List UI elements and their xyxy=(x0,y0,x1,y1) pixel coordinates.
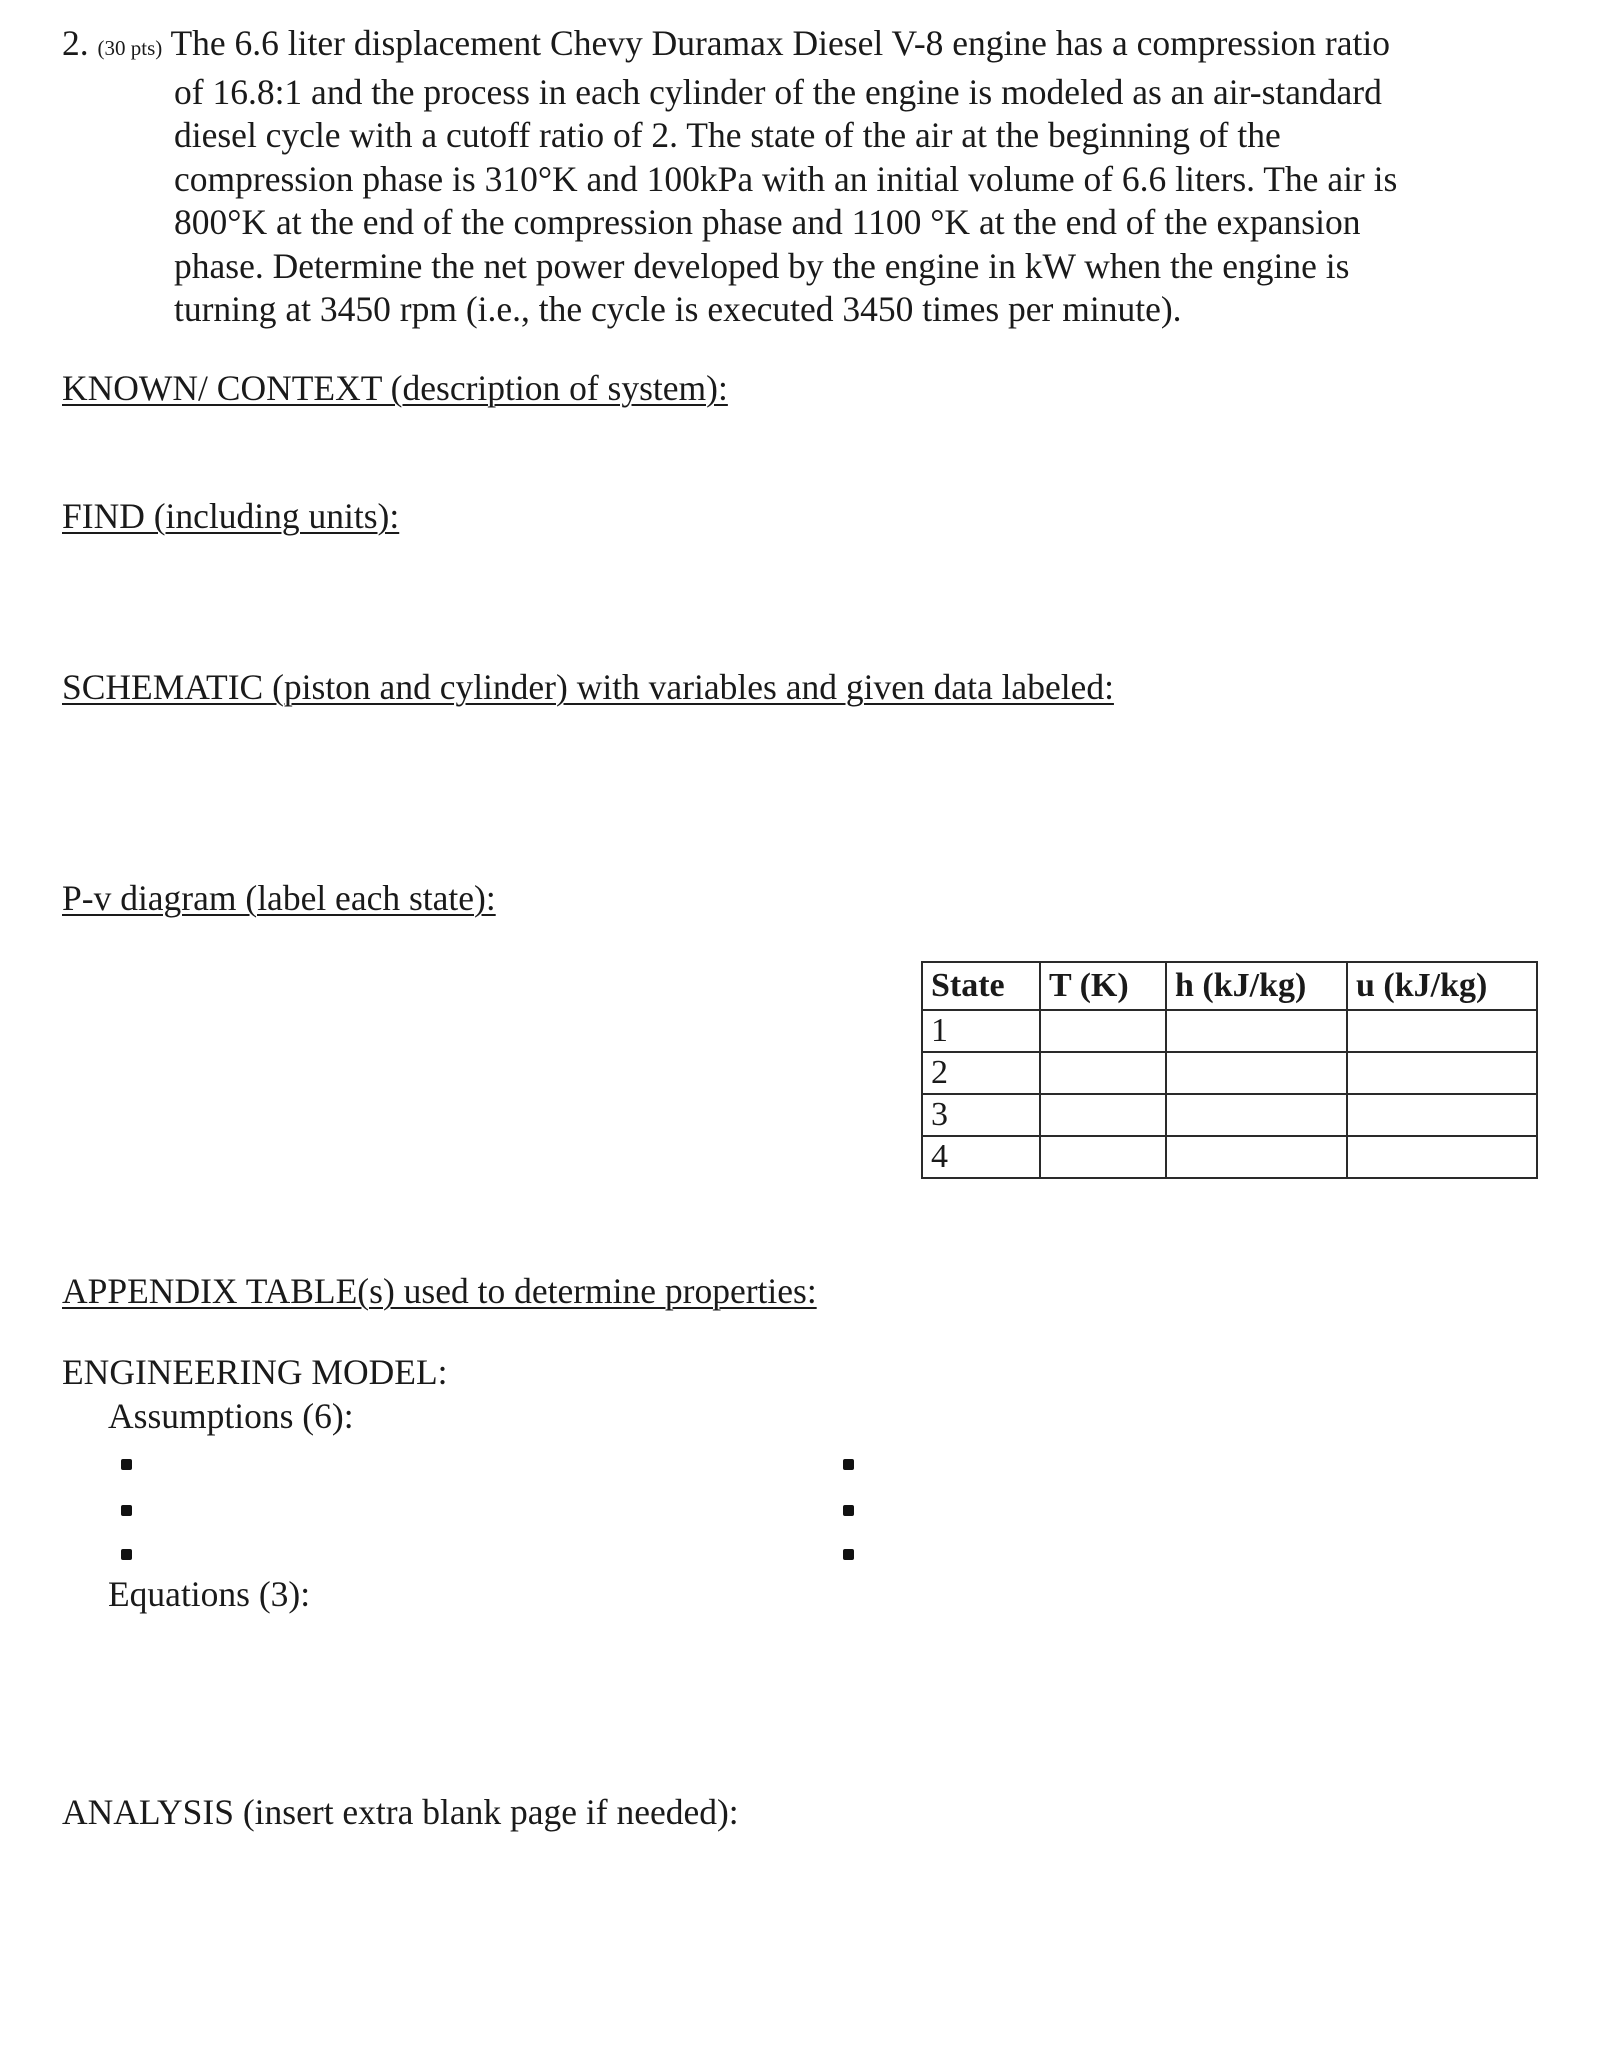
state-cell: 1 xyxy=(922,1010,1040,1052)
problem-points: (30 pts) xyxy=(97,36,163,60)
assumption-bullet xyxy=(843,1505,854,1516)
table-header-row xyxy=(922,962,1537,1010)
problem-statement xyxy=(62,22,1502,332)
table-row xyxy=(922,1136,1537,1178)
enthalpy-cell[interactable] xyxy=(1166,1136,1347,1178)
assumption-bullet xyxy=(843,1459,854,1470)
find-heading: FIND (including units): xyxy=(62,496,400,536)
table-header-state: State xyxy=(922,962,1040,1010)
problem-text-line: 800°K at the end of the compression phase and 1100 °K at the end of the expansion xyxy=(174,202,1361,242)
internal-energy-cell[interactable] xyxy=(1347,1136,1537,1178)
engineering-model-heading: ENGINEERING MODEL: xyxy=(62,1352,448,1392)
temperature-cell[interactable] xyxy=(1040,1136,1166,1178)
state-cell: 2 xyxy=(922,1052,1040,1094)
assumption-bullet xyxy=(121,1549,132,1560)
enthalpy-cell[interactable] xyxy=(1166,1052,1347,1094)
problem-text-line: diesel cycle with a cutoff ratio of 2. The state of the air at the beginning of the xyxy=(174,115,1281,155)
problem-text-line: The 6.6 liter displacement Chevy Duramax Diesel V-8 engine has a compression ratio xyxy=(170,23,1390,63)
internal-energy-cell[interactable] xyxy=(1347,1010,1537,1052)
state-property-table xyxy=(921,961,1538,1179)
temperature-cell[interactable] xyxy=(1040,1094,1166,1136)
enthalpy-cell[interactable] xyxy=(1166,1010,1347,1052)
assumption-bullet xyxy=(843,1549,854,1560)
enthalpy-cell[interactable] xyxy=(1166,1094,1347,1136)
schematic-heading: SCHEMATIC (piston and cylinder) with variables and given data labeled: xyxy=(62,667,1114,707)
equations-heading: Equations (3): xyxy=(108,1574,311,1614)
table-header-enthalpy: h (kJ/kg) xyxy=(1166,962,1347,1010)
table-row xyxy=(922,1052,1537,1094)
state-cell: 4 xyxy=(922,1136,1040,1178)
problem-text-line: of 16.8:1 and the process in each cylinder of the engine is modeled as an air-standard xyxy=(174,71,1382,112)
known-heading: KNOWN/ CONTEXT (description of system): xyxy=(62,368,728,408)
problem-text-line: phase. Determine the net power developed by the engine in kW when the engine is xyxy=(174,245,1350,286)
temperature-cell[interactable] xyxy=(1040,1010,1166,1052)
pv-diagram-heading: P-v diagram (label each state): xyxy=(62,878,496,918)
assumption-bullet xyxy=(121,1505,132,1516)
assumptions-heading: Assumptions (6): xyxy=(108,1396,354,1436)
problem-line-1 xyxy=(62,22,1502,71)
state-cell: 3 xyxy=(922,1094,1040,1136)
table-header-internal-energy: u (kJ/kg) xyxy=(1347,962,1537,1010)
table-row xyxy=(922,1094,1537,1136)
table-row xyxy=(922,1010,1537,1052)
analysis-heading: ANALYSIS (insert extra blank page if needed): xyxy=(62,1792,739,1832)
assumption-bullet xyxy=(121,1459,132,1470)
temperature-cell[interactable] xyxy=(1040,1052,1166,1094)
problem-text-line: turning at 3450 rpm (i.e., the cycle is executed 3450 times per minute). xyxy=(174,289,1182,329)
internal-energy-cell[interactable] xyxy=(1347,1094,1537,1136)
internal-energy-cell[interactable] xyxy=(1347,1052,1537,1094)
table-header-temperature: T (K) xyxy=(1040,962,1166,1010)
appendix-heading: APPENDIX TABLE(s) used to determine properties: xyxy=(62,1271,817,1311)
problem-text-line: compression phase is 310°K and 100kPa with an initial volume of 6.6 liters. The air is xyxy=(174,158,1398,199)
problem-number: 2. xyxy=(62,23,89,63)
